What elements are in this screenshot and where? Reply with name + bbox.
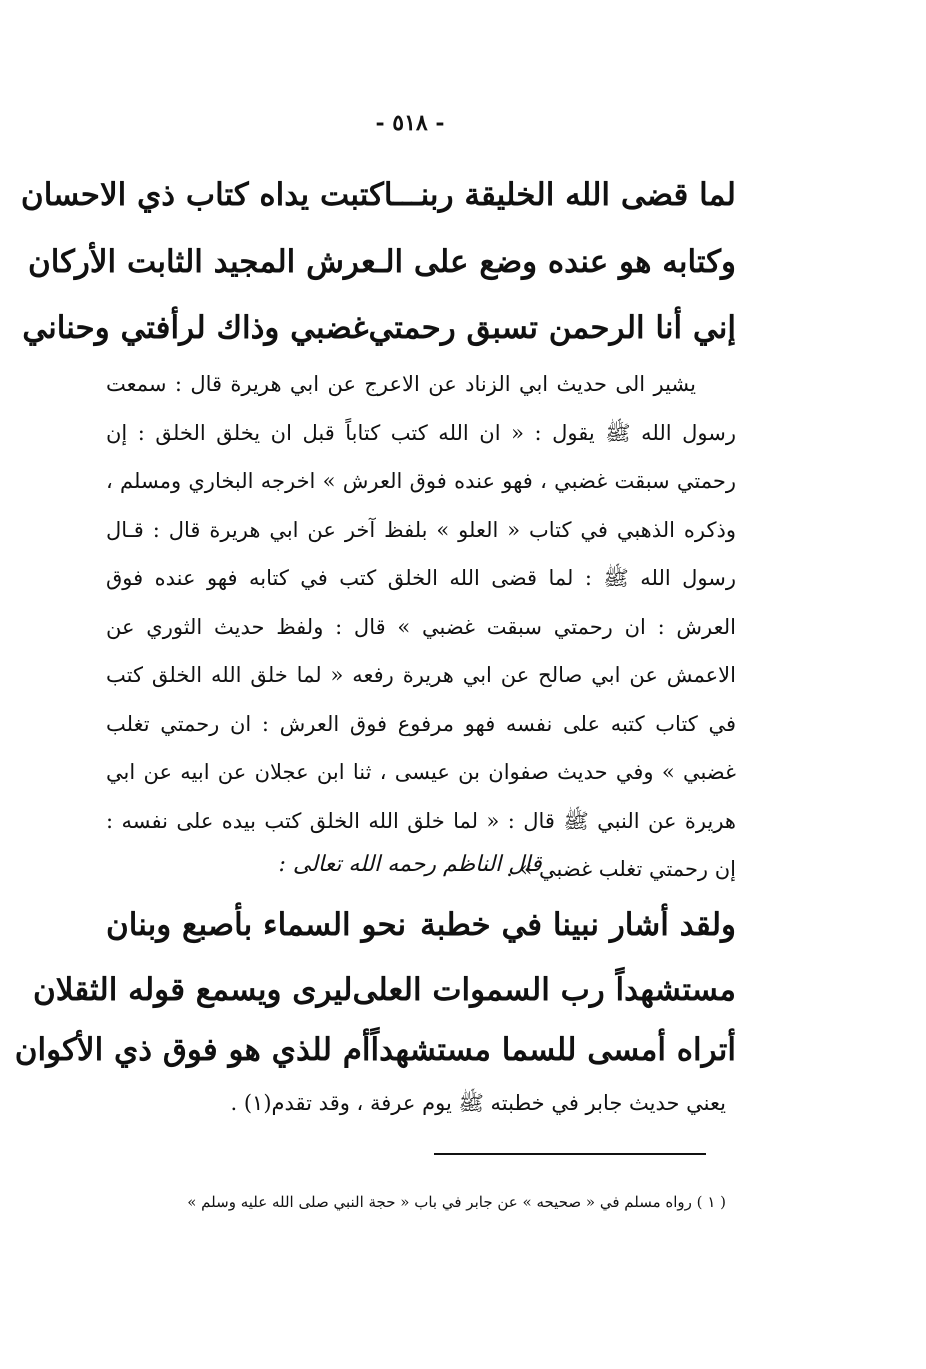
verse-line (14, 1025, 736, 1075)
verse-second-hemistich: غضبي وذاك لرأفتي وحناني (22, 310, 369, 346)
verse-line (20, 170, 736, 220)
verse-first-hemistich: وكتابه هو عنده وضع على الـعرش المجيد الثابت الأركان (27, 244, 736, 280)
page-number: - ٥١٨ - (375, 110, 445, 136)
commentary-text (106, 360, 736, 894)
verse-second-hemistich: ليرى ويسمع قوله الثقلان (32, 972, 353, 1008)
verse-first-hemistich: ولقد أشار نبينا في خطبة (420, 907, 736, 943)
verse-first-hemistich: أتراه أمسى للسما مستشهداً (370, 1032, 736, 1068)
verse-line (27, 237, 736, 287)
explanatory-note: يعني حديث جابر في خطبته ﷺ يوم عرفة ، وقد تقدم(١) . (230, 1091, 726, 1115)
verse-second-hemistich: كتبت يداه كتاب ذي الاحسان (20, 177, 384, 213)
verse-line (32, 965, 736, 1015)
verse-line (22, 303, 736, 353)
footnote-divider (434, 1153, 706, 1155)
verse-second-hemistich: نحو السماء بأصبع وبنان (106, 907, 407, 943)
verse-second-hemistich: أم للذي هو فوق ذي الأكوان (14, 1032, 371, 1068)
verse-first-hemistich: لما قضى الله الخليقة ربنـــا (383, 177, 736, 213)
verse-line (106, 900, 736, 950)
verse-first-hemistich: إني أنا الرحمن تسبق رحمتي (368, 310, 736, 346)
footnote: ( ١ ) رواه مسلم في « صحيحه » عن جابر في باب « حجة النبي صلى الله عليه وسلم » (187, 1193, 726, 1211)
section-heading: قال الناظم رحمه الله تعالى : (278, 852, 542, 877)
verse-first-hemistich: مستشهداً رب السموات العلى (352, 972, 736, 1008)
commentary-paragraph: يشير الى حديث ابي الزناد عن الاعرج عن ابي هريرة قال : سمعت رسول الله ﷺ يقول : « ان الله كتب كتاباً قبل ان يخلق الخلق : إن رحمتي سبقت غضبي ، فهو عنده فوق العرش » اخرجه البخاري ومسلم ، وذكره الذهبي في كتاب « العلو » بلفظ آخر عن ابي هريرة قال : قـال رسول الله ﷺ : لما قضى الله الخلق كتب في كتابه فهو عنده فوق العرش : ان رحمتي سبقت غضبي » قال : ولفظ حديث الثوري عن الاعمش عن ابي صالح عن ابي هريرة رفعه « لما خلق الله الخلق كتب في كتاب كتبه على نفسه فهو مرفوع فوق العرش : ان رحمتي تغلب غضبي » وفي حديث صفوان بن عيسى ، ثنا ابن عجلان عن ابيه عن ابي هريرة عن النبي ﷺ قال : « لما خلق الله الخلق كتب بيده على نفسه : إن رحمتي تغلب غضبي » . (106, 372, 736, 881)
